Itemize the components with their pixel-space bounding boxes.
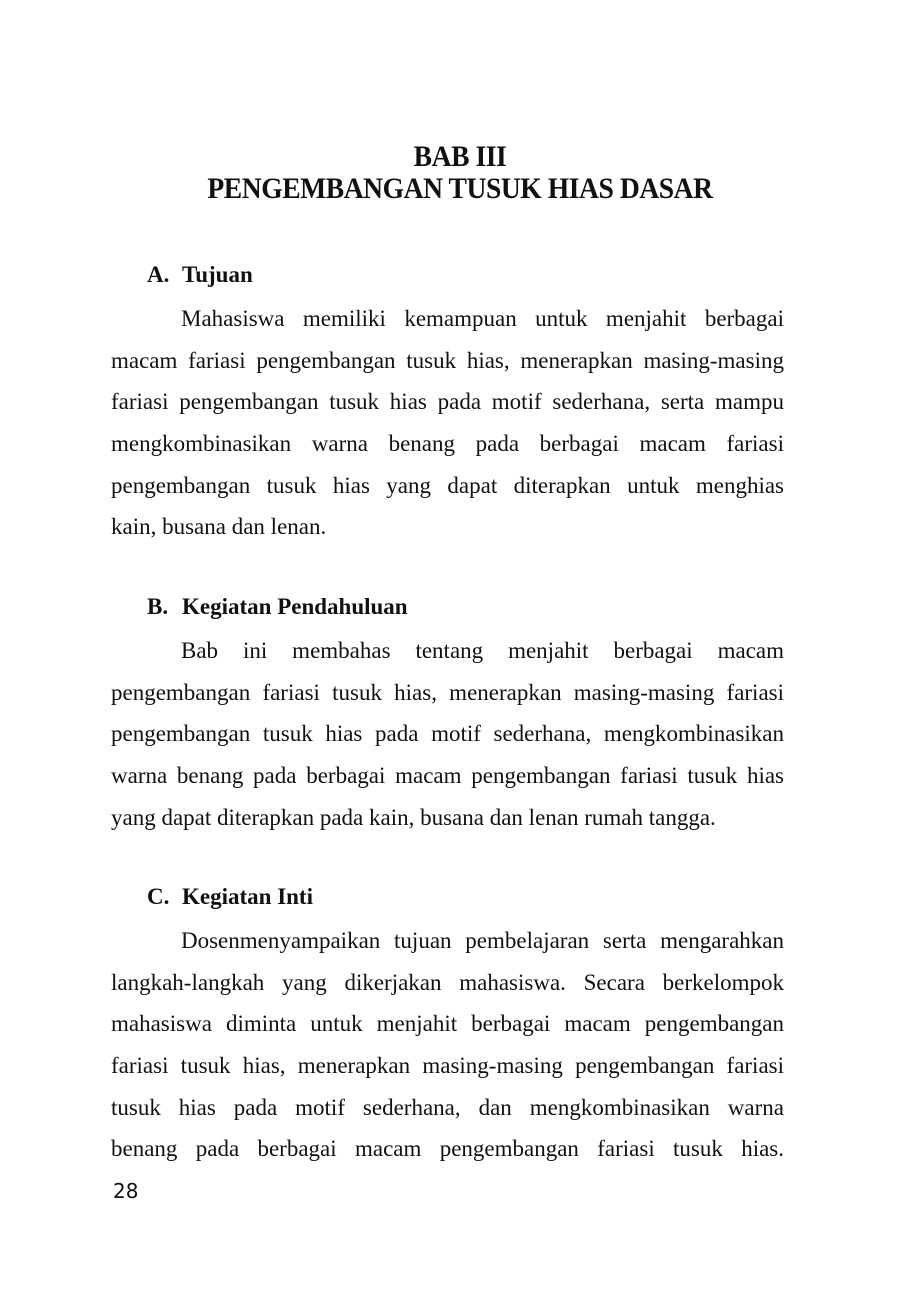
section-letter: C.: [147, 884, 170, 909]
paragraph-line: fariasi tusuk hias, menerapkan masing-masing pengembangan fariasi: [111, 1053, 784, 1079]
section-letter: B.: [147, 594, 169, 619]
paragraph-line: pengembangan fariasi tusuk hias, menerapkan masing-masing fariasi: [111, 679, 784, 705]
paragraph-line: kain, busana dan lenan.: [111, 514, 327, 540]
paragraph-line: langkah-langkah yang dikerjakan mahasiswa. Secara berkelompok: [111, 969, 784, 995]
section-title: Kegiatan Pendahuluan: [182, 594, 408, 619]
paragraph-line: tusuk hias pada motif sederhana, dan mengkombinasikan warna: [111, 1094, 784, 1120]
section-heading-c: [147, 884, 313, 910]
section-paragraph-b: [111, 630, 784, 838]
paragraph-line: macam fariasi pengembangan tusuk hias, menerapkan masing-masing: [111, 347, 784, 373]
paragraph-line: pengembangan tusuk hias yang dapat diterapkan untuk menghias: [111, 472, 784, 498]
paragraph-line: fariasi pengembangan tusuk hias pada motif sederhana, serta mampu: [111, 389, 784, 415]
section-paragraph-a: [111, 298, 784, 548]
section-heading-a: [147, 262, 253, 288]
paragraph-line: warna benang pada berbagai macam pengembangan fariasi tusuk hias: [111, 763, 784, 789]
paragraph-line: Bab ini membahas tentang menjahit berbagai macam: [181, 638, 784, 663]
paragraph-line: Dosenmenyampaikan tujuan pembelajaran serta mengarahkan: [181, 928, 784, 953]
section-paragraph-c: [111, 920, 784, 1170]
page-number: 28: [113, 1179, 139, 1203]
section-heading-b: [147, 594, 408, 620]
section-title: Tujuan: [182, 262, 253, 287]
paragraph-line: pengembangan tusuk hias pada motif sederhana, mengkombinasikan: [111, 721, 784, 747]
chapter-title: PENGEMBANGAN TUSUK HIAS DASAR: [207, 172, 713, 205]
chapter-number: BAB III: [413, 140, 507, 173]
paragraph-line: mahasiswa diminta untuk menjahit berbagai macam pengembangan: [111, 1011, 784, 1037]
section-letter: A.: [147, 262, 170, 287]
paragraph-line: Mahasiswa memiliki kemampuan untuk menjahit berbagai: [181, 306, 784, 331]
section-title: Kegiatan Inti: [182, 884, 313, 909]
paragraph-line: yang dapat diterapkan pada kain, busana dan lenan rumah tangga.: [111, 804, 716, 830]
paragraph-line: benang pada berbagai macam pengembangan fariasi tusuk hias.: [111, 1136, 784, 1162]
paragraph-line: mengkombinasikan warna benang pada berbagai macam fariasi: [111, 431, 784, 457]
